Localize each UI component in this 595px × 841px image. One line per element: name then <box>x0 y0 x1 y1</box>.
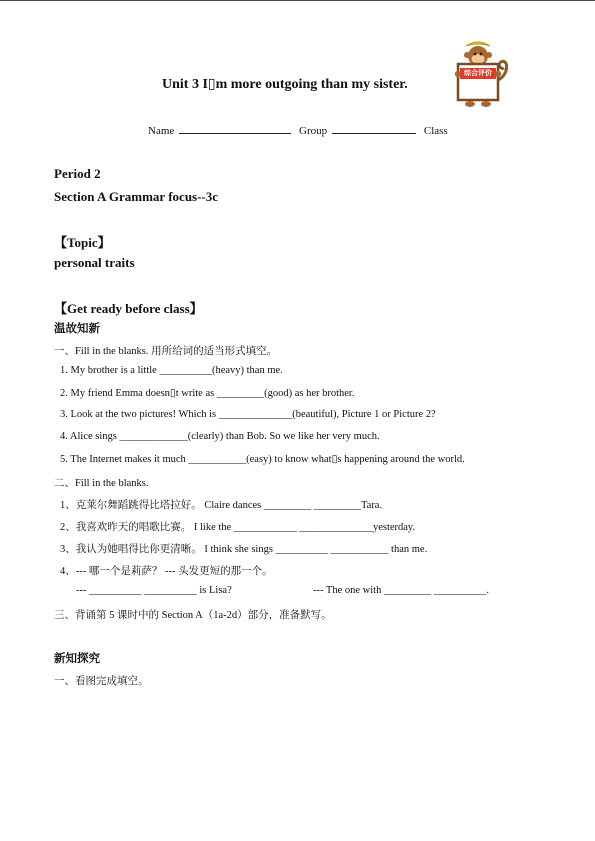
part1-item: 2. My friend Emma doesn▯t write as _________(good) as her brother. <box>60 388 355 399</box>
part2-item: 3、我认为她唱得比你更清晰。 I think she sings __________ ___________ than me. <box>60 544 428 555</box>
name-blank[interactable] <box>179 123 291 134</box>
part1-item: 4. Alice sings _____________(clearly) than Bob. So we like her very much. <box>60 431 380 442</box>
name-label: Name <box>148 125 175 137</box>
topic-heading: 【Topic】 <box>54 235 111 250</box>
new-knowledge-heading: 新知探究 <box>54 651 100 665</box>
page-title: Unit 3 I▯m more outgoing than my sister. <box>162 77 408 92</box>
part2-dialog-question: --- __________ __________ is Lisa? <box>76 585 232 596</box>
topic-text: personal traits <box>54 255 135 270</box>
part2-dialog-answer: --- The one with _________ __________. <box>313 585 489 596</box>
period-heading: Period 2 <box>54 166 101 181</box>
part1-item: 1. My brother is a little __________(heavy) than me. <box>60 365 283 376</box>
part2-instruction: 二、Fill in the blanks. <box>54 478 149 489</box>
new-part1-instruction: 一、看图完成填空。 <box>54 676 149 687</box>
badge-label: 综合评价 <box>464 69 492 77</box>
part3-instruction: 三、背诵第 5 课时中的 Section A（1a-2d）部分，准备默写。 <box>54 610 332 621</box>
review-heading: 温故知新 <box>54 321 100 335</box>
ready-heading: 【Get ready before class】 <box>54 301 203 316</box>
monkey-evaluation-badge <box>446 40 510 112</box>
section-heading: Section A Grammar focus--3c <box>54 189 219 204</box>
class-label: Class <box>423 125 448 137</box>
student-info-row <box>148 123 448 137</box>
part2-item: 2、我喜欢昨天的唱歌比赛。 I like the ____________ ______________yesterday. <box>60 522 416 533</box>
top-border-line <box>0 0 595 1</box>
part2-item: 1、克莱尔舞蹈跳得比塔拉好。 Claire dances _________ _________Tara. <box>60 500 383 511</box>
part1-item: 5. The Internet makes it much ___________(easy) to know what▯s happening around the world. <box>60 454 465 465</box>
part1-instruction: 一、Fill in the blanks. 用所给词的适当形式填空。 <box>54 346 278 357</box>
group-blank[interactable] <box>332 123 416 134</box>
part2-item: 4、--- 哪一个是莉萨？ --- 头发更短的那一个。 <box>60 566 273 577</box>
group-label: Group <box>299 125 328 137</box>
part1-item: 3. Look at the two pictures! Which is ______________(beautiful), Picture 1 or Picture 2? <box>60 409 436 420</box>
